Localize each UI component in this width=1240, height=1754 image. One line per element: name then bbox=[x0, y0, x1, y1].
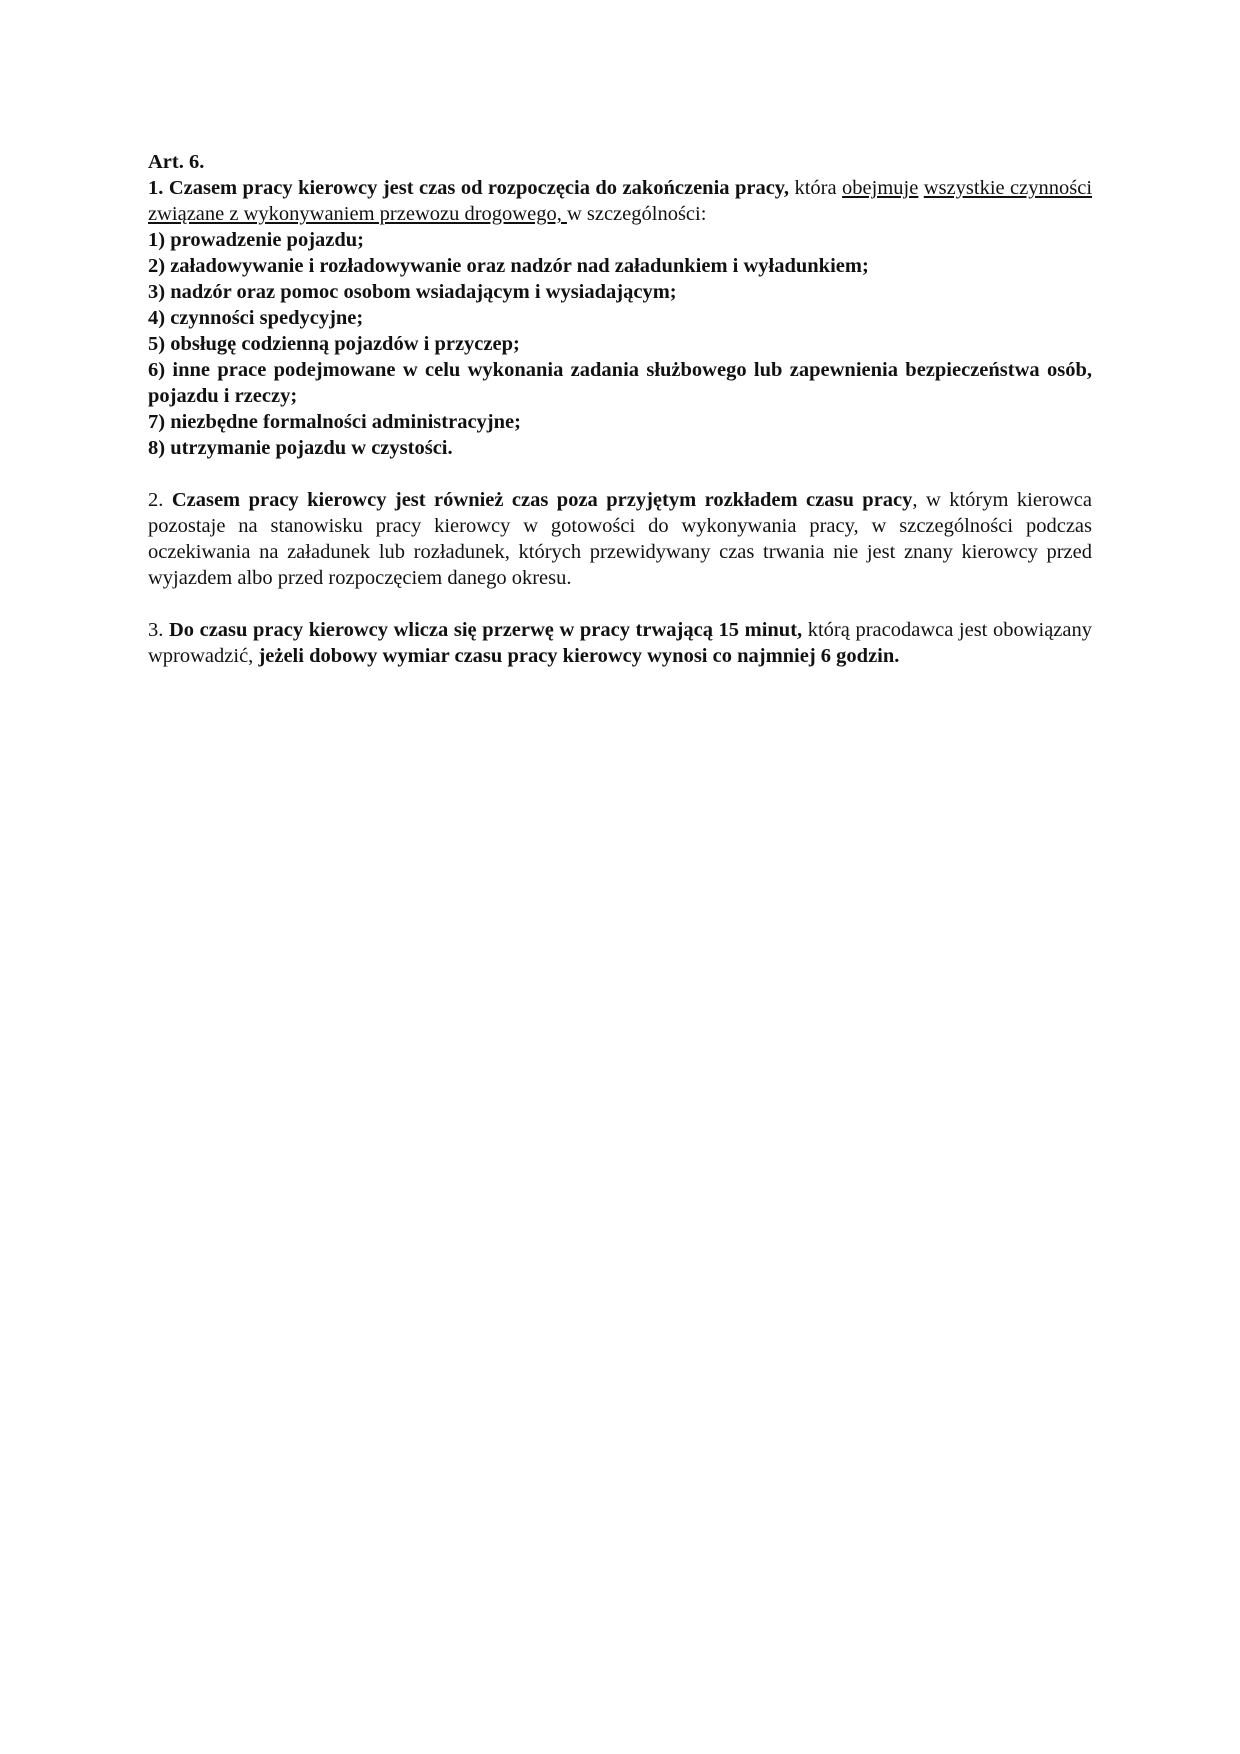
section-3-number: 3. bbox=[148, 619, 169, 641]
section-3-bold-lead: Do czasu pracy kierowcy wlicza się przerwę w pracy trwającą 15 minut, bbox=[168, 619, 803, 641]
list-item: 5) obsługę codzienną pojazdów i przyczep; bbox=[148, 333, 520, 355]
document-page bbox=[148, 149, 1092, 669]
article-title: Art. 6. bbox=[148, 151, 205, 173]
list-item: 8) utrzymanie pojazdu w czystości. bbox=[148, 437, 453, 459]
section-3-bold-tail: jeżeli dobowy wymiar czasu pracy kierowcy wynosi co najmniej 6 godzin. bbox=[258, 645, 900, 667]
paragraph-spacer bbox=[148, 461, 1092, 487]
list-item: 4) czynności spedycyjne; bbox=[148, 307, 364, 329]
section-1-plain-1: która bbox=[789, 177, 843, 199]
section-2-bold-lead: Czasem pracy kierowcy jest również czas poza przyjętym rozkładem czasu pracy bbox=[171, 489, 913, 511]
section-3-paragraph bbox=[148, 617, 1092, 669]
list-item: 2) załadowywanie i rozładowywanie oraz nadzór nad załadunkiem i wyładunkiem; bbox=[148, 255, 869, 277]
section-1-underlined-2: wszystkie czynności związane z wykonywaniem przewozu drogowego, bbox=[148, 177, 1093, 225]
section-3-plain-mid: którą pracodawca jest obowiązany wprowadzić, bbox=[148, 619, 1093, 667]
section-1-bold-lead: Czasem pracy kierowcy jest czas od rozpoczęcia do zakończenia pracy, bbox=[168, 177, 790, 199]
list-item: 3) nadzór oraz pomoc osobom wsiadającym i wysiadającym; bbox=[148, 281, 677, 303]
section-1-number: 1. bbox=[148, 177, 164, 199]
list-item: 6) inne prace podejmowane w celu wykonania zadania służbowego lub zapewnienia bezpieczeństwa osób, pojazdu i rzeczy; bbox=[148, 359, 1092, 407]
section-1-plain-2: w szczególności: bbox=[566, 203, 707, 225]
paragraph-spacer bbox=[148, 591, 1092, 617]
section-1-paragraph bbox=[148, 175, 1092, 227]
section-2-number: 2. bbox=[148, 489, 172, 511]
list-item: 1) prowadzenie pojazdu; bbox=[148, 229, 365, 251]
list-item: 7) niezbędne formalności administracyjne; bbox=[148, 411, 521, 433]
section-2-paragraph bbox=[148, 487, 1092, 591]
section-1-underlined-1: obejmuje bbox=[842, 177, 919, 199]
section-2-plain-rest: , w którym kierowca pozostaje na stanowisku pracy kierowcy w gotowości do wykonywania pracy, w szczególności podczas oczekiwania na załadunek lub rozładunek, których przewidywany czas trwania nie jest znany kierowcy przed wyjazdem albo przed rozpoczęciem danego okresu. bbox=[148, 489, 1092, 589]
